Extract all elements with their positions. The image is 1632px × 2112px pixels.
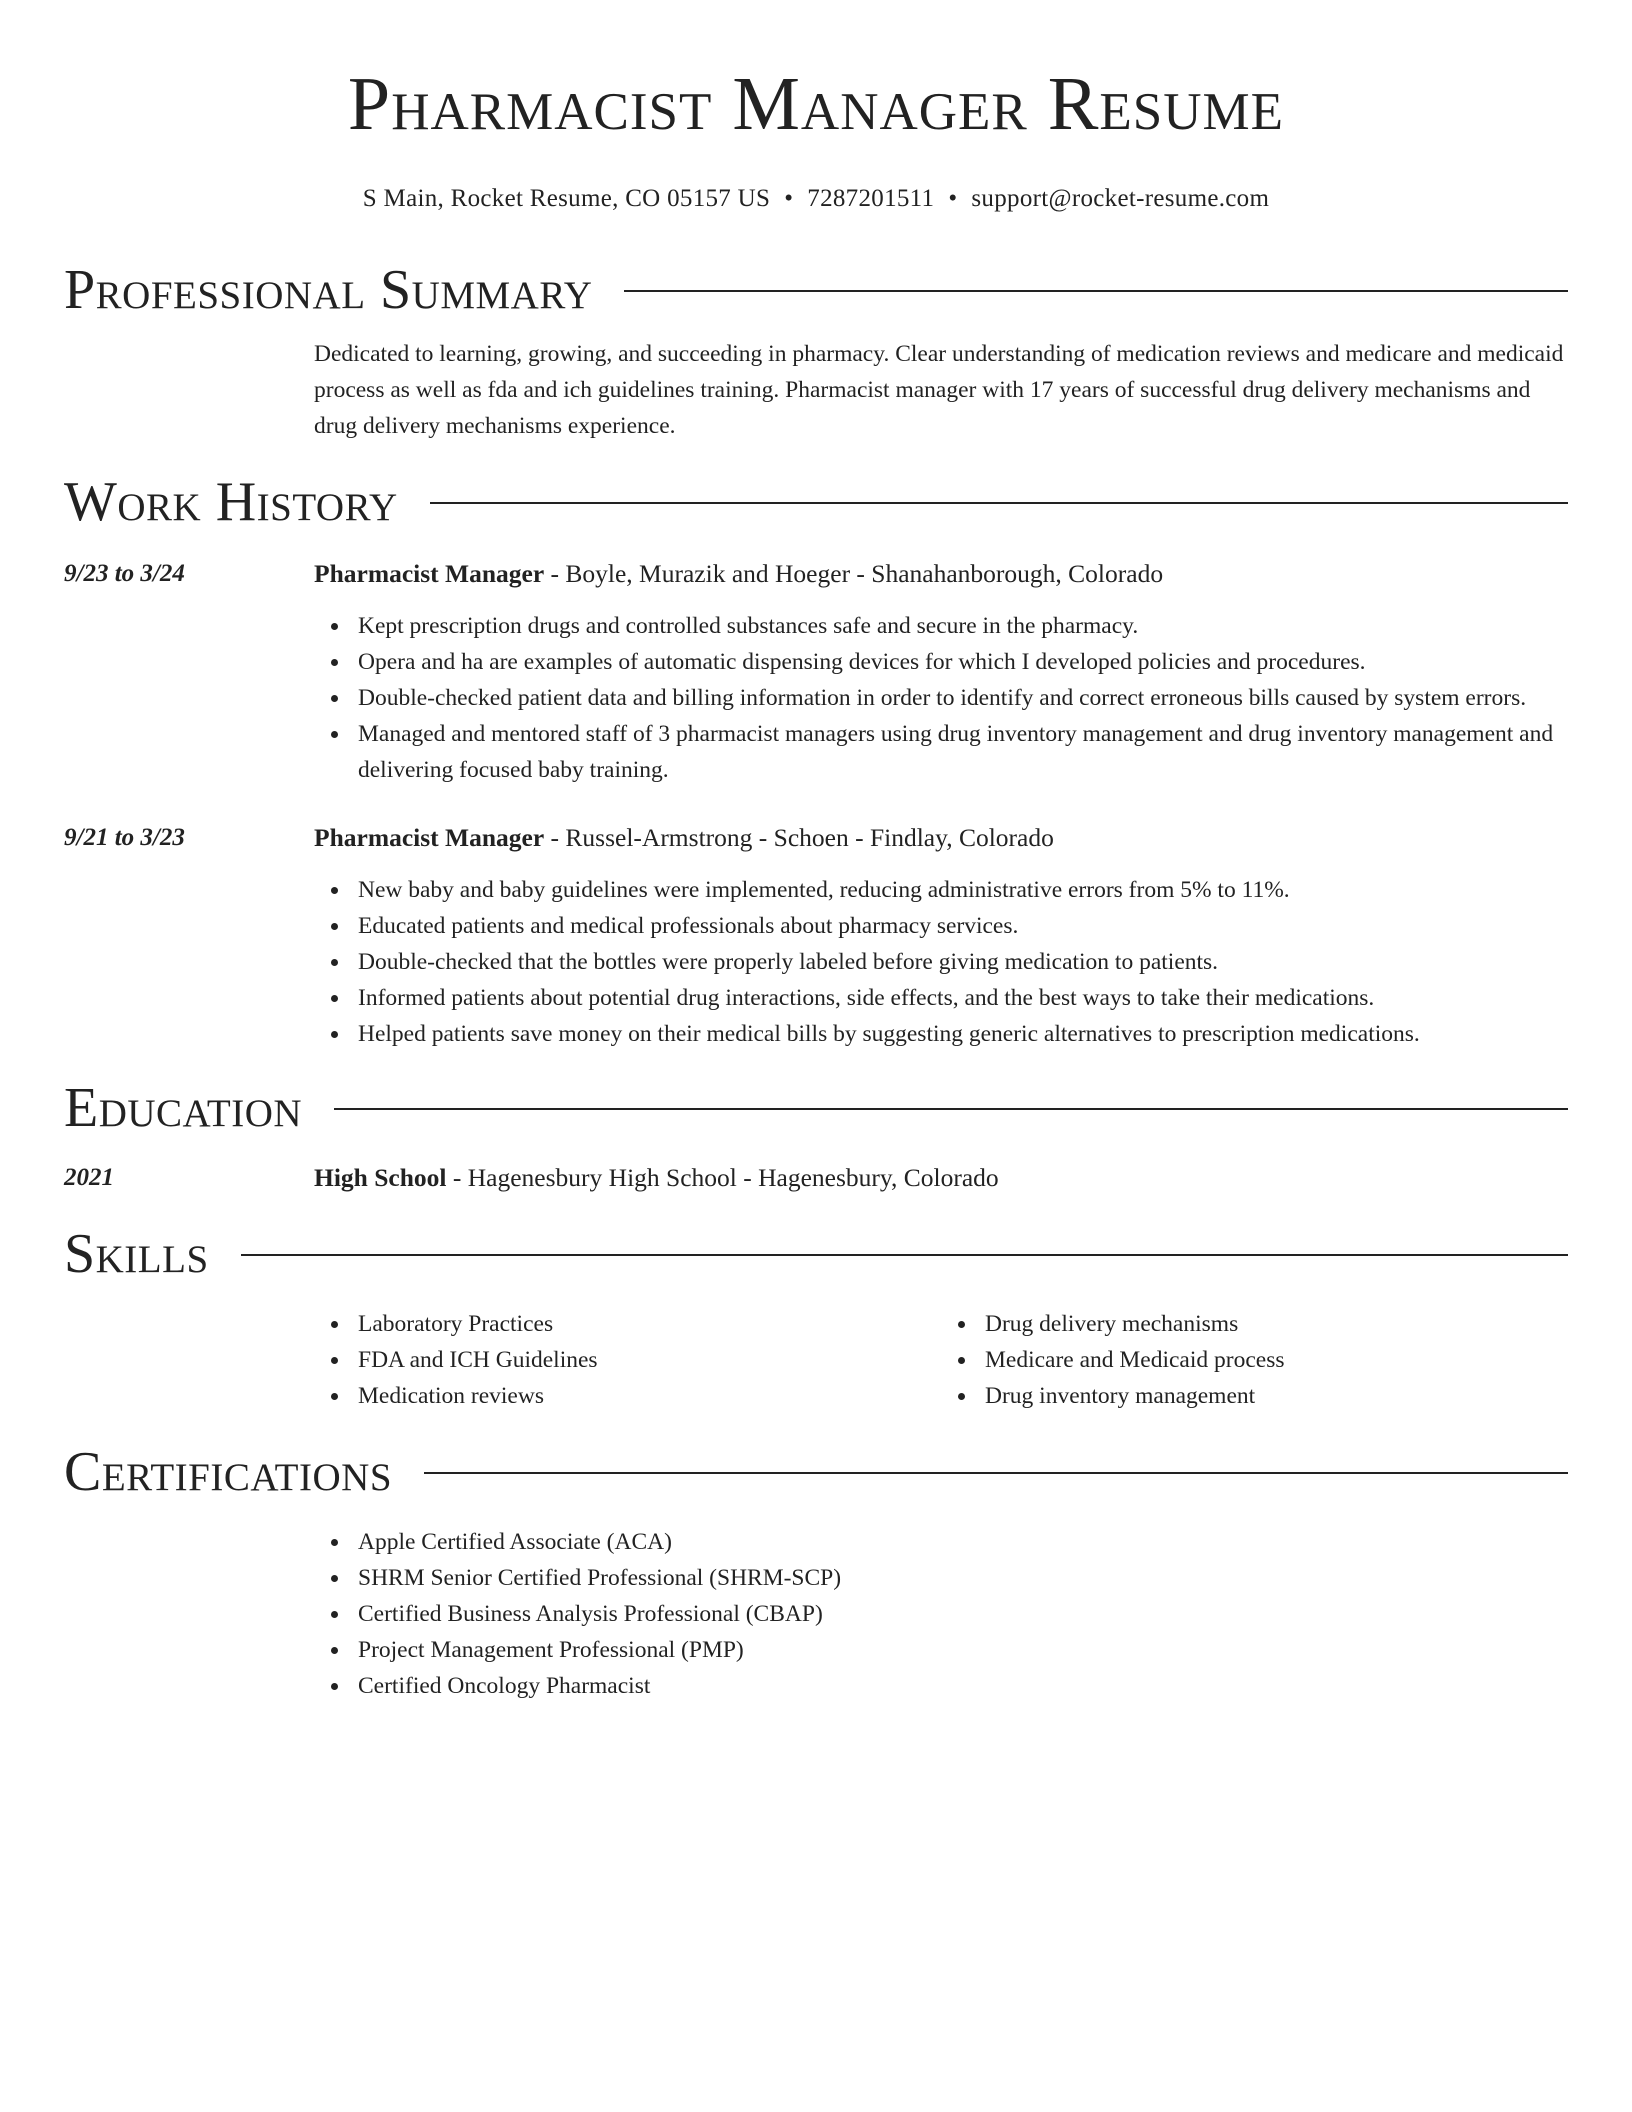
contact-separator: • [784,185,794,212]
job-entry [64,820,1568,1052]
summary-text: Dedicated to learning, growing, and succeeding in pharmacy. Clear understanding of medication reviews and medicare and medicaid process as well as fda and ich guidelines training. Pharmacist manager with 17 years of successful drug delivery mechanisms and drug delivery mechanisms experience. [314,341,1564,439]
education-details: - Hagenesbury High School - Hagenesbury, Colorado [446,1163,999,1192]
certifications-row [64,1524,1568,1704]
certifications-heading: Certifications [64,1441,393,1503]
skills-row [64,1306,1568,1414]
certification-item: Apple Certified Associate (ACA) [358,1524,1568,1560]
skills-grid [314,1306,1568,1414]
skills-column-2 [941,1306,1568,1414]
job-heading [314,556,1568,592]
job-title: Pharmacist Manager [314,823,545,852]
certifications-body [314,1524,1568,1704]
job-bullet: New baby and baby guidelines were implemented, reducing administrative errors from 5% to 11%. [358,872,1568,908]
job-bullets [314,608,1568,788]
certification-item: Project Management Professional (PMP) [358,1632,1568,1668]
certification-item: Certified Oncology Pharmacist [358,1668,1568,1704]
summary-heading: Professional Summary [64,259,593,321]
job-bullets [314,872,1568,1052]
education-body [314,1160,1568,1196]
job-title: Pharmacist Manager [314,559,545,588]
contact-separator: • [948,185,958,212]
job-details: - Russel-Armstrong - Schoen - Findlay, Colorado [544,823,1054,852]
education-entry [64,1160,1568,1196]
job-body [314,820,1568,1052]
certifications-spacer [64,1524,314,1704]
resume-title: Pharmacist Manager Resume [347,62,1285,146]
skill-item: Drug inventory management [985,1378,1568,1414]
skills-spacer [64,1306,314,1414]
job-bullet: Opera and ha are examples of automatic dispensing devices for which I developed policies and procedures. [358,644,1568,680]
job-dates: 9/23 to 3/24 [64,560,185,587]
summary-section-heading [64,258,1568,322]
job-heading [314,820,1568,856]
summary-spacer [64,336,314,444]
job-bullet: Managed and mentored staff of 3 pharmacist managers using drug inventory management and drug inventory management and delivering focused baby training. [358,716,1568,788]
certification-item: SHRM Senior Certified Professional (SHRM-SCP) [358,1560,1568,1596]
skill-item: FDA and ICH Guidelines [358,1342,941,1378]
education-degree: High School [314,1163,447,1192]
contact-line [64,184,1568,214]
skill-item: Medicare and Medicaid process [985,1342,1568,1378]
section-divider [334,1108,1568,1110]
certifications-section-heading [64,1440,1568,1504]
skill-item: Laboratory Practices [358,1306,941,1342]
job-body [314,556,1568,788]
skills-column-1 [314,1306,941,1414]
education-section-heading [64,1076,1568,1140]
job-bullet: Helped patients save money on their medical bills by suggesting generic alternatives to prescription medications. [358,1016,1568,1052]
summary-row [64,336,1568,444]
skill-item: Drug delivery mechanisms [985,1306,1568,1342]
certification-item: Certified Business Analysis Professional (CBAP) [358,1596,1568,1632]
work-heading: Work History [64,471,398,533]
job-bullet: Informed patients about potential drug interactions, side effects, and the best ways to take their medications. [358,980,1568,1016]
contact-phone: 7287201511 [807,185,935,212]
contact-email: support@rocket-resume.com [971,185,1270,212]
job-bullet: Double-checked that the bottles were properly labeled before giving medication to patients. [358,944,1568,980]
section-divider [430,502,1568,504]
education-heading: Education [64,1077,303,1139]
job-bullet: Kept prescription drugs and controlled substances safe and secure in the pharmacy. [358,608,1568,644]
section-divider [424,1472,1568,1474]
contact-address: S Main, Rocket Resume, CO 05157 US [362,185,771,212]
job-dates: 9/21 to 3/23 [64,824,185,851]
work-section-heading [64,470,1568,534]
section-divider [624,290,1568,292]
job-bullet: Double-checked patient data and billing information in order to identify and correct erroneous bills caused by system errors. [358,680,1568,716]
job-entry [64,556,1568,788]
certifications-list [314,1524,1568,1704]
skills-section-heading [64,1222,1568,1286]
job-bullet: Educated patients and medical professionals about pharmacy services. [358,908,1568,944]
skill-item: Medication reviews [358,1378,941,1414]
job-details: - Boyle, Murazik and Hoeger - Shanahanborough, Colorado [544,559,1164,588]
section-divider [241,1254,1568,1256]
education-year: 2021 [64,1164,114,1191]
skills-heading: Skills [64,1223,209,1285]
